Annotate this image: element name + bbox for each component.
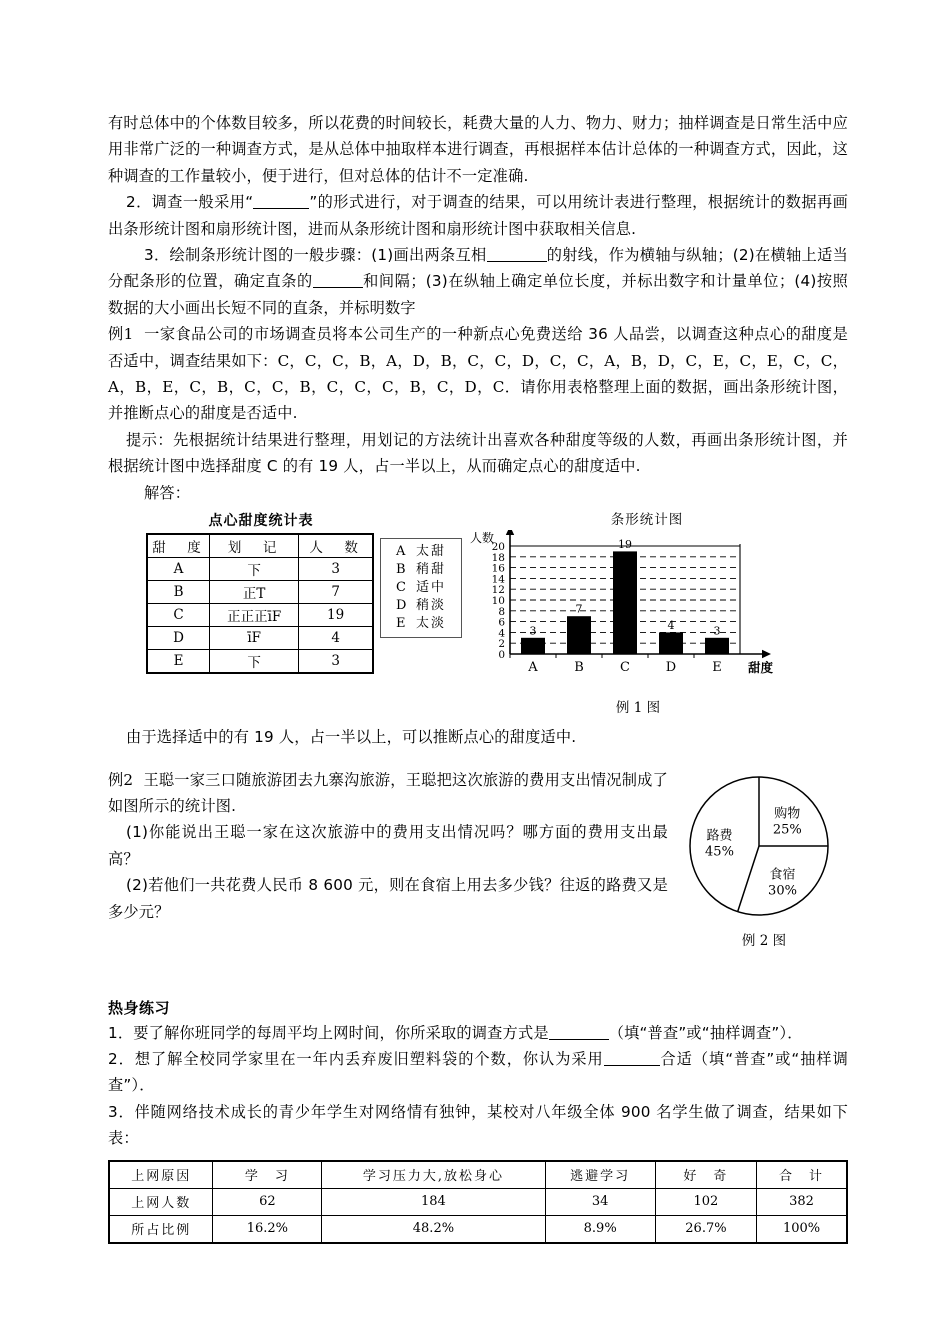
fill-blank-3[interactable]: [313, 287, 363, 288]
paragraph-item-2: [108, 189, 848, 242]
survey-cell: 48.2%: [322, 1215, 545, 1243]
example-1-label: 例1: [108, 325, 134, 344]
svg-text:A: A: [528, 660, 538, 676]
svg-text:7: 7: [575, 602, 583, 616]
survey-row-label: 上网人数: [109, 1188, 213, 1215]
svg-text:2: 2: [498, 638, 505, 651]
example-2-question-2: (2)若他们一共花费人民币 8 600 元，则在食宿上用去多少钱？往返的路费又是多少元？: [108, 876, 668, 921]
svg-text:10: 10: [491, 595, 505, 608]
svg-text:甜度: 甜度: [748, 660, 774, 676]
paragraph-item-3-part-b: 的射线，作为横轴与纵轴；(2)在横轴上适当分配条形的位置，确定直条的: [108, 246, 848, 291]
svg-text:4: 4: [498, 627, 505, 640]
svg-text:E: E: [712, 660, 722, 676]
tally-header-count: 人 数: [299, 534, 373, 558]
pie-chart: [674, 773, 844, 923]
svg-text:购物: 购物: [774, 806, 801, 822]
example-2-statement: [108, 767, 668, 820]
svg-text:0: 0: [498, 649, 505, 662]
legend-key: B: [395, 562, 406, 578]
example-2-question-1: (1)你能说出王聪一家在这次旅游中的费用支出情况吗？哪方面的费用支出最高？: [108, 823, 668, 868]
svg-text:4: 4: [667, 618, 675, 632]
exercise-2: [108, 1046, 848, 1099]
example-1-hint: 提示：先根据统计结果进行整理，用划记的方法统计出喜欢各种甜度等级的人数，再画出条形统计图，并根据统计图中选择甜度 C 的有 19 人，占一半以上，从而确定点心的甜度适中.: [108, 430, 848, 476]
worksheet-page: [108, 110, 848, 1244]
svg-text:人数: 人数: [470, 531, 495, 546]
bar-chart: [468, 530, 778, 690]
exercise-2-part-b: 合适（填“普查”或“抽样调查”）．: [108, 1049, 848, 1095]
legend-value: 太甜: [415, 544, 446, 560]
table-header-row: [147, 534, 373, 558]
tally-count: 7: [299, 581, 373, 604]
survey-cell: 学习压力大,放松身心: [322, 1161, 545, 1189]
paragraph-item-3-part-c: 和间隔；(3)在纵轴上确定单位长度，并标出数字和计量单位；(4)按照数据的大小画出长短不同的直条，并标明数字: [108, 272, 849, 317]
survey-cell: 184: [322, 1188, 545, 1215]
table-row: [109, 1161, 847, 1189]
paragraph-item-2-part-b: ”的形式进行，对于调查的结果，可以用统计表进行整理，根据统计的数据再画出条形统计图和扇形统计图，进而从条形统计图和扇形统计图中获取相关信息.: [108, 193, 848, 238]
tally-count: 19: [299, 604, 373, 627]
survey-cell: 34: [545, 1188, 655, 1215]
survey-cell: 16.2%: [213, 1215, 322, 1243]
tally-mark: 下: [210, 650, 299, 674]
paragraph-intro: 有时总体中的个体数目较多，所以花费的时间较长，耗费大量的人力、物力、财力；抽样调查是日常生活中应用非常广泛的一种调查方式，是从总体中抽取样本进行调查，再根据样本估计总体的一种调查方式，因此，这种调查的工作量较小，便于进行，但对总体的估计不一定准确.: [108, 114, 848, 185]
svg-text:食宿: 食宿: [769, 866, 796, 882]
paragraph-item-3: [108, 242, 848, 321]
legend-value: 稍甜: [415, 562, 446, 578]
exercise-3: 3．伴随网络技术成长的青少年学生对网络情有独钟，某校对八年级全体 900 名学生做了调查，结果如下表：: [108, 1102, 848, 1148]
svg-text:3: 3: [529, 624, 537, 638]
svg-text:45%: 45%: [705, 844, 734, 860]
svg-text:25%: 25%: [772, 822, 802, 838]
exercise-2-part-a: 2．想了解全校同学家里在一年内丢弃废旧塑料袋的个数，你认为采用: [108, 1049, 604, 1068]
survey-cell: 8.9%: [545, 1215, 655, 1243]
tally-grade: A: [147, 558, 210, 581]
svg-text:12: 12: [491, 584, 505, 597]
svg-text:8: 8: [498, 605, 505, 618]
example-1-head: 一家食品公司的市场调查员将本公司生产的一种新点心免费送给 36 人品尝，以调查这种点心的甜度是否适中，调查结果如下：: [108, 325, 848, 370]
tally-grade: E: [147, 650, 210, 674]
legend-key: C: [395, 580, 406, 596]
legend-value: 适中: [415, 580, 446, 596]
survey-row-label: 上网原因: [109, 1161, 213, 1189]
fill-blank-2[interactable]: [487, 261, 547, 262]
table-row: [147, 581, 373, 604]
survey-cell: 逃避学习: [545, 1161, 655, 1189]
bar-chart-caption: 例 1 图: [615, 700, 661, 717]
example-2-label: 例2: [108, 770, 134, 789]
legend-key: E: [395, 616, 406, 632]
tally-grade: B: [147, 581, 210, 604]
table-row: [147, 627, 373, 650]
tally-mark: 正正正īF: [210, 604, 299, 627]
survey-row-label: 所占比例: [109, 1215, 213, 1243]
fill-blank-4[interactable]: [549, 1039, 609, 1040]
legend-item: [383, 597, 459, 615]
tally-mark: īF: [210, 627, 299, 650]
pie-chart-block: [674, 773, 854, 949]
table-row: [147, 558, 373, 581]
exercises-heading: 热身练习: [108, 998, 171, 1017]
exercise-1-part-a: 1．要了解你班同学的每周平均上网时间，你所采取的调查方式是: [108, 1023, 549, 1042]
exercise-1-part-b: （填“普查”或“抽样调查”）．: [608, 1023, 803, 1042]
tally-table-block: [146, 510, 376, 674]
pie-chart-caption: 例 2 图: [741, 932, 787, 949]
survey-cell: 382: [757, 1188, 847, 1215]
tally-grade: D: [147, 627, 210, 650]
survey-cell: 26.7%: [655, 1215, 756, 1243]
table-row: [109, 1215, 847, 1243]
example-2-text: [108, 767, 668, 925]
svg-text:6: 6: [498, 616, 505, 629]
legend-item: [383, 561, 459, 579]
survey-cell: 100%: [757, 1215, 847, 1243]
svg-text:19: 19: [618, 537, 632, 551]
legend-item: [383, 615, 459, 633]
table-row: [109, 1188, 847, 1215]
svg-text:18: 18: [491, 551, 505, 564]
tally-mark: 正T: [210, 581, 299, 604]
sweetness-legend: [380, 538, 462, 638]
tally-grade: C: [147, 604, 210, 627]
tally-table: [146, 533, 374, 674]
table-row: [147, 650, 373, 674]
legend-key: D: [395, 598, 407, 614]
example-1-answer-label: 解答：: [144, 483, 191, 502]
survey-cell: 合 计: [757, 1161, 847, 1189]
tally-table-title: 点心甜度统计表: [208, 513, 314, 530]
svg-text:14: 14: [491, 573, 505, 586]
table-row: [147, 604, 373, 627]
tally-header-grade: 甜 度: [147, 534, 210, 558]
survey-table: [108, 1160, 848, 1244]
example-1-statement: [108, 321, 848, 427]
svg-text:20: 20: [491, 541, 505, 554]
svg-text:C: C: [620, 660, 630, 676]
svg-text:3: 3: [713, 624, 721, 638]
example-2-block: [108, 767, 848, 967]
example-2-statement-text: 王聪一家三口随旅游团去九寨沟旅游，王聪把这次旅游的费用支出情况制成了如图所示的统计图.: [108, 770, 668, 815]
survey-cell: 102: [655, 1188, 756, 1215]
example-1-conclusion: 由于选择适中的有 19 人，占一半以上，可以推断点心的甜度适中.: [126, 728, 577, 747]
survey-cell: 62: [213, 1188, 322, 1215]
legend-item: [383, 579, 459, 597]
svg-text:16: 16: [491, 562, 505, 575]
paragraph-item-2-part-a: 2．调查一般采用“: [126, 193, 254, 212]
tally-count: 3: [299, 650, 373, 674]
survey-cell: 学 习: [213, 1161, 322, 1189]
exercise-1: [108, 1020, 848, 1046]
bar-chart-title: 条形统计图: [610, 512, 684, 529]
fill-blank-5[interactable]: [604, 1065, 660, 1066]
tally-count: 4: [299, 627, 373, 650]
tally-count: 3: [299, 558, 373, 581]
legend-item: [383, 543, 459, 561]
svg-text:B: B: [574, 660, 584, 676]
survey-cell: 好 奇: [655, 1161, 756, 1189]
example-1-tail: 请你用表格整理上面的数据，画出条形统计图，并推断点心的甜度是否适中.: [108, 378, 848, 423]
legend-value: 稍淡: [415, 598, 446, 614]
tally-header-mark: 划 记: [210, 534, 299, 558]
svg-text:30%: 30%: [768, 882, 797, 898]
fill-blank-1[interactable]: [253, 208, 309, 209]
bar-chart-block: [468, 508, 798, 716]
example-1-figures: [108, 510, 848, 717]
tally-mark: 下: [210, 558, 299, 581]
paragraph-item-3-part-a: 3．绘制条形统计图的一般步骤：(1)画出两条互相: [144, 246, 487, 265]
svg-text:路费: 路费: [706, 828, 733, 844]
legend-key: A: [395, 544, 406, 560]
legend-value: 太淡: [415, 616, 446, 632]
svg-text:D: D: [665, 660, 677, 676]
example-1-data-string: C，C，C，B，A，D，B，C，C，D，C，C，A，B，D，C，E，C，E，C，C，A，B，E，C，B，C，C，B，C，C，C，B，C，D，C．: [108, 351, 848, 397]
